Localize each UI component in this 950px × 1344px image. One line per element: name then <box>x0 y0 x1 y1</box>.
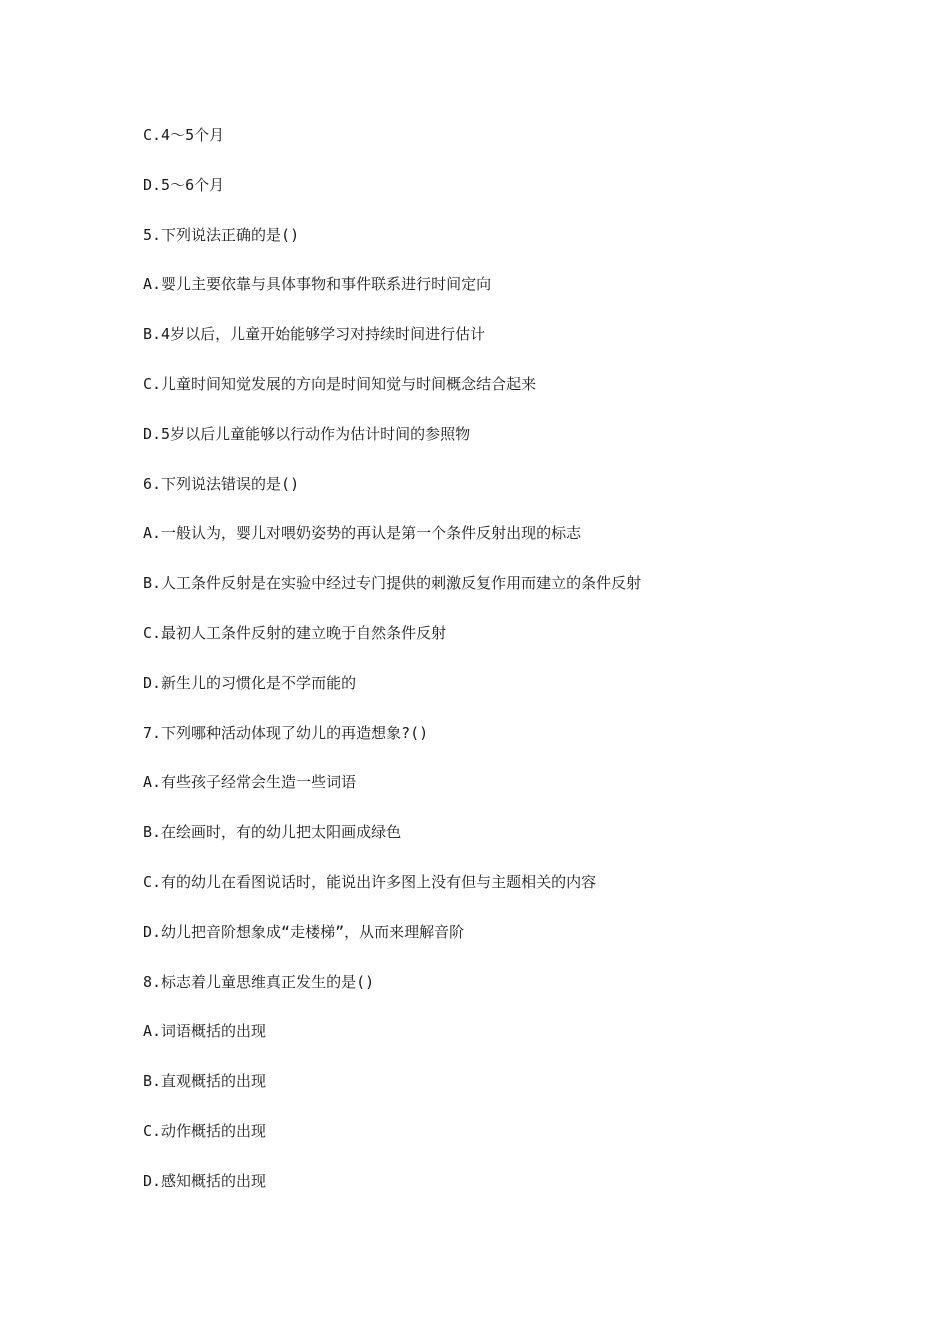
q4-option-c: C.4～5个月 <box>143 126 225 144</box>
q8-option-d: D.感知概括的出现 <box>143 1171 267 1190</box>
q7-option-b: B.在绘画时，有的幼儿把太阳画成绿色 <box>143 823 402 842</box>
q7-option-c: C.有的幼儿在看图说话时，能说出许多图上没有但与主题相关的内容 <box>143 872 597 891</box>
q7-option-d: D.幼儿把音阶想象成“走楼梯”，从而来理解音阶 <box>143 922 465 941</box>
q8-stem: 8.标志着儿童思维真正发生的是() <box>143 972 375 991</box>
q5-option-b: B.4岁以后，儿童开始能够学习对持续时间进行估计 <box>143 325 486 344</box>
q8-option-b: B.直观概括的出现 <box>143 1072 267 1091</box>
q6-option-c: C.最初人工条件反射的建立晚于自然条件反射 <box>143 623 447 642</box>
q6-option-b: B.人工条件反射是在实验中经过专门提供的刺激反复作用而建立的条件反射 <box>143 574 642 593</box>
q5-option-d: D.5岁以后儿童能够以行动作为估计时间的参照物 <box>143 424 471 443</box>
q5-option-c: C.儿童时间知觉发展的方向是时间知觉与时间概念结合起来 <box>143 374 537 393</box>
q7-option-a: A.有些孩子经常会生造一些词语 <box>143 773 357 792</box>
q4-option-d: D.5～6个月 <box>143 175 225 194</box>
q8-option-c: C.动作概括的出现 <box>143 1121 267 1140</box>
question-text <box>143 124 843 1220</box>
q7-stem: 7.下列哪种活动体现了幼儿的再造想象?() <box>143 723 429 742</box>
q8-option-a: A.词语概括的出现 <box>143 1022 267 1041</box>
q5-option-a: A.婴儿主要依靠与具体事物和事件联系进行时间定向 <box>143 275 492 294</box>
q6-option-a: A.一般认为，婴儿对喂奶姿势的再认是第一个条件反射出现的标志 <box>143 524 582 543</box>
q5-stem: 5.下列说法正确的是() <box>143 225 300 244</box>
q6-stem: 6.下列说法错误的是() <box>143 474 300 493</box>
q6-option-d: D.新生儿的习惯化是不学而能的 <box>143 673 357 692</box>
